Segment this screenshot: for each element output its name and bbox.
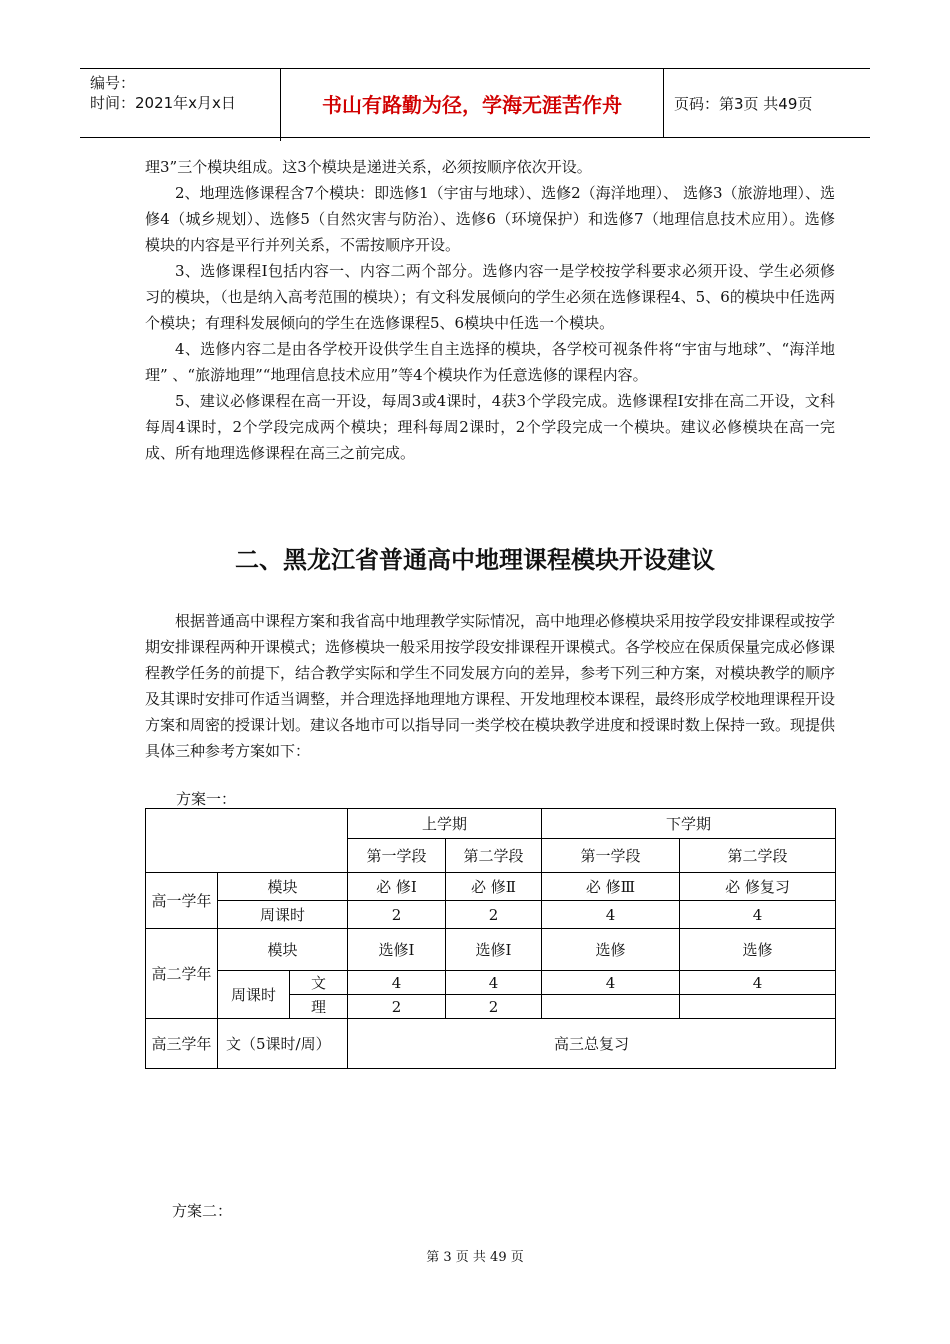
section-title: 二、黑龙江省普通高中地理课程模块开设建议 [235, 546, 715, 574]
table-cell [542, 995, 680, 1019]
stage-header: 第二学段 [446, 839, 542, 873]
table-cell: 2 [348, 995, 446, 1019]
paragraph: 5、建议必修课程在高一开设，每周3或4课时，4获3个学段完成。选修课程Ⅰ安排在高二开设，文科每周4课时，2个学段完成两个模块；理科每周2课时，2个学段完成一个模块。建议必修模块在高一完成、所有地理选修课程在高三之前完成。 [145, 392, 835, 462]
page-header [80, 68, 870, 138]
schedule-table [145, 808, 836, 1069]
table-cell: 高三总复习 [348, 1019, 836, 1069]
table-cell: 4 [542, 971, 680, 995]
track-label: 文 [290, 971, 348, 995]
paragraph: 3、选修课程Ⅰ包括内容一、内容二两个部分。选修内容一是学校按学科要求必须开设、学生必须修习的模块，（也是纳入高考范围的模块）；有文科发展倾向的学生必须在选修课程4、5、6的模块中任选两个模块；有理科发展倾向的学生在选修课程5、6模块中任选一个模块。 [145, 262, 835, 332]
semester-header: 上学期 [348, 809, 542, 839]
corner-cell [146, 809, 348, 873]
plan1-label: 方案一： [176, 790, 237, 808]
header-page: 页码：第3页 共49页 [674, 94, 813, 113]
table-cell: 必 修Ⅰ [348, 873, 446, 901]
table-cell: 4 [680, 901, 836, 929]
table-cell: 2 [446, 995, 542, 1019]
table-cell: 4 [680, 971, 836, 995]
stage-header: 第一学段 [348, 839, 446, 873]
table-cell: 必 修Ⅲ [542, 873, 680, 901]
stage-header: 第二学段 [680, 839, 836, 873]
row-label: 模块 [218, 929, 348, 971]
grade-cell: 高三学年 [146, 1019, 218, 1069]
date-label: 时间：2021年x月x日 [90, 94, 236, 112]
table-cell: 必 修Ⅱ [446, 873, 542, 901]
paragraph: 根据普通高中课程方案和我省高中地理教学实际情况，高中地理必修模块采用按学段安排课程或按学期安排课程两种开课模式；选修模块一般采用按学段安排课程开课模式。各学校应在保质保量完成必修课程教学任务的前提下，结合教学实际和学生不同发展方向的差异，参考下列三种方案，对模块教学的顺序及其课时安排可作适当调整，并合理选择地理地方课程、开发地理校本课程，最终形成学校地理课程开设方案和周密的授课计划。建议各地市可以指导同一类学校在模块教学进度和授课时数上保持一致。现提供具体三种参考方案如下： [145, 612, 836, 760]
table-cell: 必 修复习 [680, 873, 836, 901]
track-label: 理 [290, 995, 348, 1019]
number-label: 编号： [90, 74, 136, 92]
table-cell [680, 995, 836, 1019]
table-cell: 2 [348, 901, 446, 929]
table-cell: 选修 [680, 929, 836, 971]
table-cell: 选修 [542, 929, 680, 971]
paragraph: 2、地理选修课程含7个模块：即选修1（宇宙与地球）、选修2（海洋地理）、 选修3（旅游地理）、选修4（城乡规划）、选修5（自然灾害与防治）、选修6（环境保护）和选修7（地理信息技术应用）。选修模块的内容是平行并列关系，不需按顺序开设。 [145, 184, 835, 254]
row-label: 模块 [218, 873, 348, 901]
table-cell: 选修Ⅰ [446, 929, 542, 971]
header-motto: 书山有路勤为径，学海无涯苦作舟 [281, 69, 664, 137]
table-cell: 2 [446, 901, 542, 929]
paragraph: 理3”三个模块组成。这3个模块是递进关系，必须按顺序依次开设。 [145, 158, 592, 176]
grade-cell: 高一学年 [146, 873, 218, 929]
header-meta [80, 69, 281, 141]
table-cell: 4 [446, 971, 542, 995]
grade-cell: 高二学年 [146, 929, 218, 1019]
page-footer: 第 3 页 共 49 页 [426, 1250, 524, 1265]
row-label: 周课时 [218, 971, 290, 1019]
section-text [145, 608, 835, 764]
table-cell: 4 [348, 971, 446, 995]
row-label: 文（5课时/周） [218, 1019, 348, 1069]
paragraph: 4、选修内容二是由各学校开设供学生自主选择的模块，各学校可视条件将“宇宙与地球”、“海洋地理” 、“旅游地理”“地理信息技术应用”等4个模块作为任意选修的课程内容。 [145, 340, 835, 384]
semester-header: 下学期 [542, 809, 836, 839]
plan2-label: 方案二： [172, 1202, 233, 1220]
stage-header: 第一学段 [542, 839, 680, 873]
table-cell: 4 [542, 901, 680, 929]
row-label: 周课时 [218, 901, 348, 929]
intro-text [145, 154, 835, 466]
table-cell: 选修Ⅰ [348, 929, 446, 971]
